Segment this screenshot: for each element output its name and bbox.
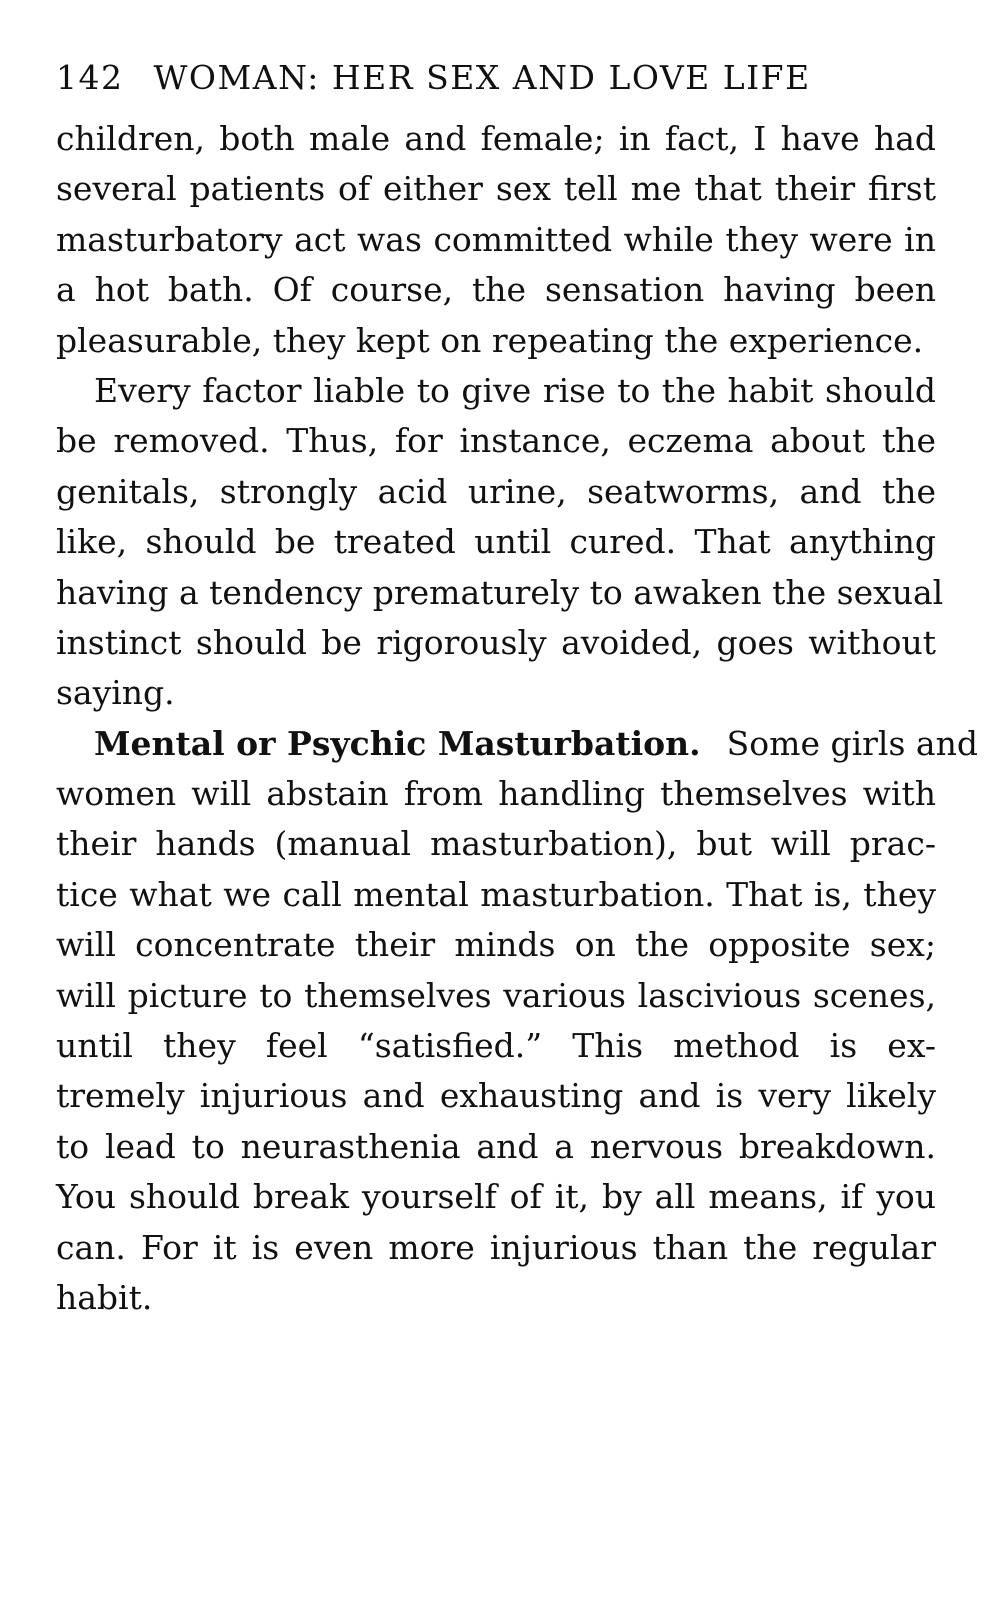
text-line: saying. xyxy=(56,673,175,713)
text-line: tice what we call mental masturbation. That is, they xyxy=(56,874,936,914)
text-line: tremely injurious and exhausting and is very likely xyxy=(56,1076,936,1116)
text-line: masturbatory act was committed while they were in xyxy=(56,219,936,259)
running-header xyxy=(56,50,936,106)
section-mental-masturbation xyxy=(56,719,978,1324)
text-line: genitals, strongly acid urine, seatworms, and the xyxy=(56,471,936,511)
text-line: children, both male and female; in fact, I have had xyxy=(56,119,936,158)
text-line: will picture to themselves various lascivious scenes, xyxy=(56,975,936,1015)
text-line: can. For it is even more injurious than the regular xyxy=(56,1227,936,1267)
text-line: women will abstain from handling themselves with xyxy=(56,774,936,814)
paragraph-continuation xyxy=(56,114,936,366)
running-title: WOMAN: HER SEX AND LOVE LIFE xyxy=(153,58,811,97)
text-line: like, should be treated until cured. That anything xyxy=(56,522,936,562)
text-line: several patients of either sex tell me that their first xyxy=(56,169,936,209)
text-line: be removed. Thus, for instance, eczema about the xyxy=(56,421,936,461)
text-line: instinct should be rigorously avoided, goes without xyxy=(56,622,936,662)
section-first-line xyxy=(56,719,978,769)
text-line: their hands (manual masturbation), but will prac- xyxy=(56,824,936,864)
text-line: until they feel “satisfied.” This method is ex- xyxy=(56,1026,936,1066)
page-number: 142 xyxy=(56,58,124,97)
text-line: having a tendency prematurely to awaken the sexual xyxy=(56,572,944,612)
text-line: habit. xyxy=(56,1277,153,1317)
text-line: a hot bath. Of course, the sensation having been xyxy=(56,270,936,310)
text-line: will concentrate their minds on the opposite sex; xyxy=(56,925,936,965)
section-first-line-text: Some girls and xyxy=(726,723,978,763)
text-line: You should break yourself of it, by all means, if you xyxy=(56,1177,936,1217)
section-heading: Mental or Psychic Masturbation. xyxy=(94,723,701,763)
text-line: Every factor liable to give rise to the habit should xyxy=(94,370,936,410)
paragraph-factors xyxy=(56,366,944,719)
text-line: pleasurable, they kept on repeating the experience. xyxy=(56,320,924,360)
text-line: to lead to neurasthenia and a nervous breakdown. xyxy=(56,1126,936,1166)
book-page xyxy=(56,50,978,1323)
